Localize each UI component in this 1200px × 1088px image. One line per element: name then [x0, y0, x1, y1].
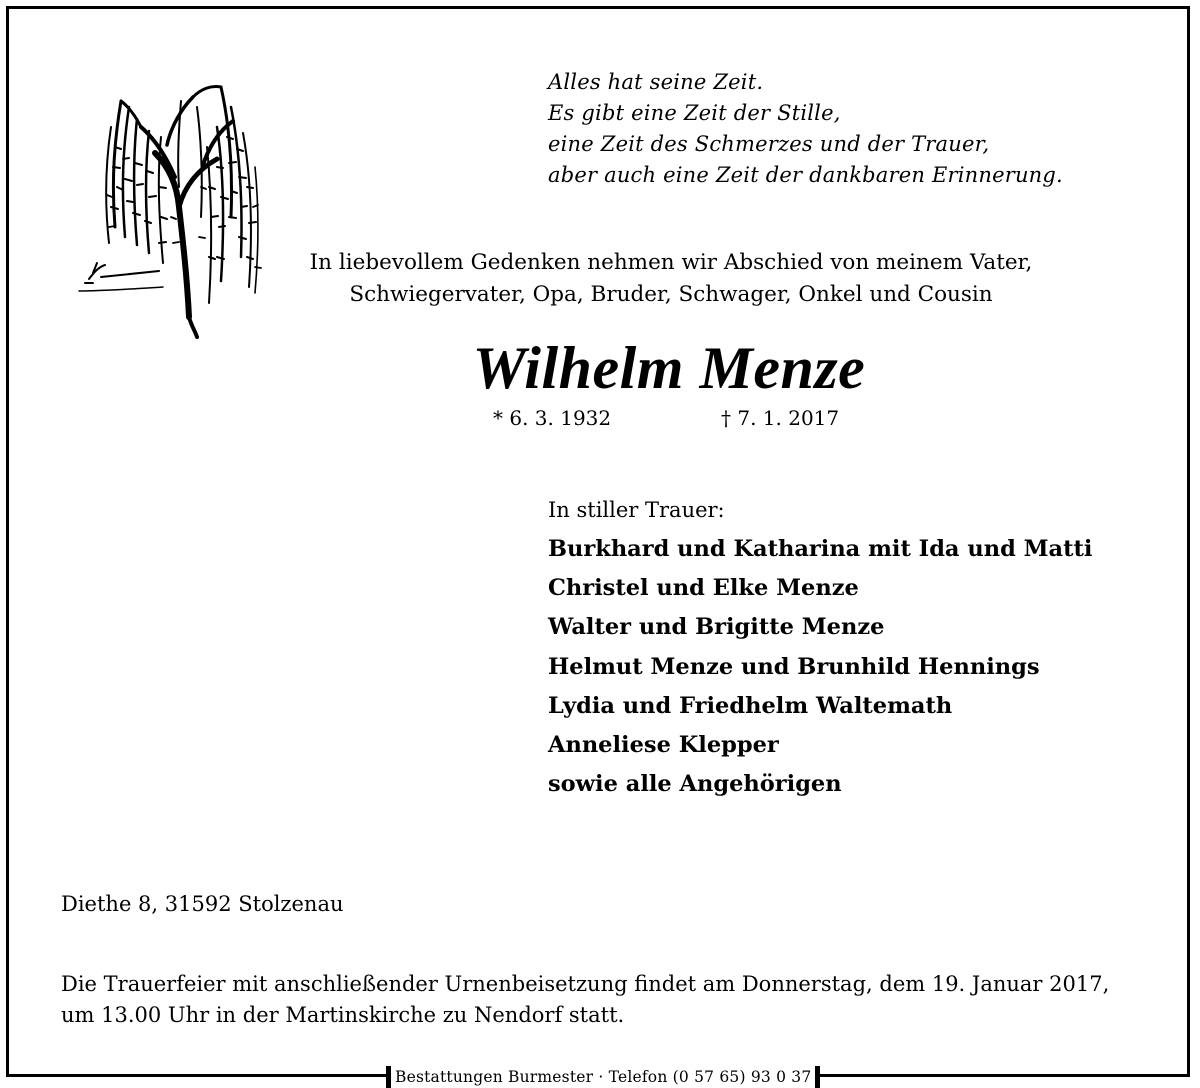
poem-line: aber auch eine Zeit der dankbaren Erinnerung.: [548, 163, 1063, 187]
intro-line: Schwiegervater, Opa, Bruder, Schwager, Onkel und Cousin: [349, 282, 993, 307]
service-info: [61, 969, 1109, 1031]
mourner: Walter und Brigitte Menze: [548, 614, 885, 641]
poem: [548, 67, 1063, 191]
mourners-label: In stiller Trauer:: [548, 498, 725, 522]
mourner: Burkhard und Katharina mit Ida und Matti: [548, 536, 1093, 562]
obituary-frame: [6, 6, 1190, 1077]
service-line: Die Trauerfeier mit anschließender Urnenbeisetzung findet am Donnerstag, dem 19. Januar 2017,: [61, 972, 1110, 996]
intro-line: In liebevollem Gedenken nehmen wir Abschied von meinem Vater,: [309, 250, 1033, 275]
mourner: Helmut Menze und Brunhild Hennings: [548, 653, 1040, 680]
death-date: † 7. 1. 2017: [721, 406, 840, 430]
mourner: sowie alle Angehörigen: [548, 771, 842, 798]
intro-text: [261, 247, 1081, 311]
service-line: um 13.00 Uhr in der Martinskirche zu Nendorf statt.: [61, 1003, 625, 1027]
poem-line: eine Zeit des Schmerzes und der Trauer,: [548, 132, 990, 156]
mourner: Christel und Elke Menze: [548, 575, 859, 602]
mourner: Lydia und Friedhelm Waltemath: [548, 692, 953, 719]
poem-line: Es gibt eine Zeit der Stille,: [548, 101, 841, 125]
poem-line: Alles hat seine Zeit.: [548, 70, 764, 94]
weeping-willow-icon: [71, 67, 263, 339]
birth-date: * 6. 3. 1932: [493, 406, 612, 430]
mourners-list: [548, 530, 1092, 804]
address: Diethe 8, 31592 Stolzenau: [61, 892, 344, 916]
funeral-home-footer: Bestattungen Burmester · Telefon (0 57 65) 93 0 37: [386, 1066, 820, 1088]
mourner: Anneliese Klepper: [548, 732, 779, 759]
deceased-name: Wilhelm Menze: [472, 335, 866, 401]
